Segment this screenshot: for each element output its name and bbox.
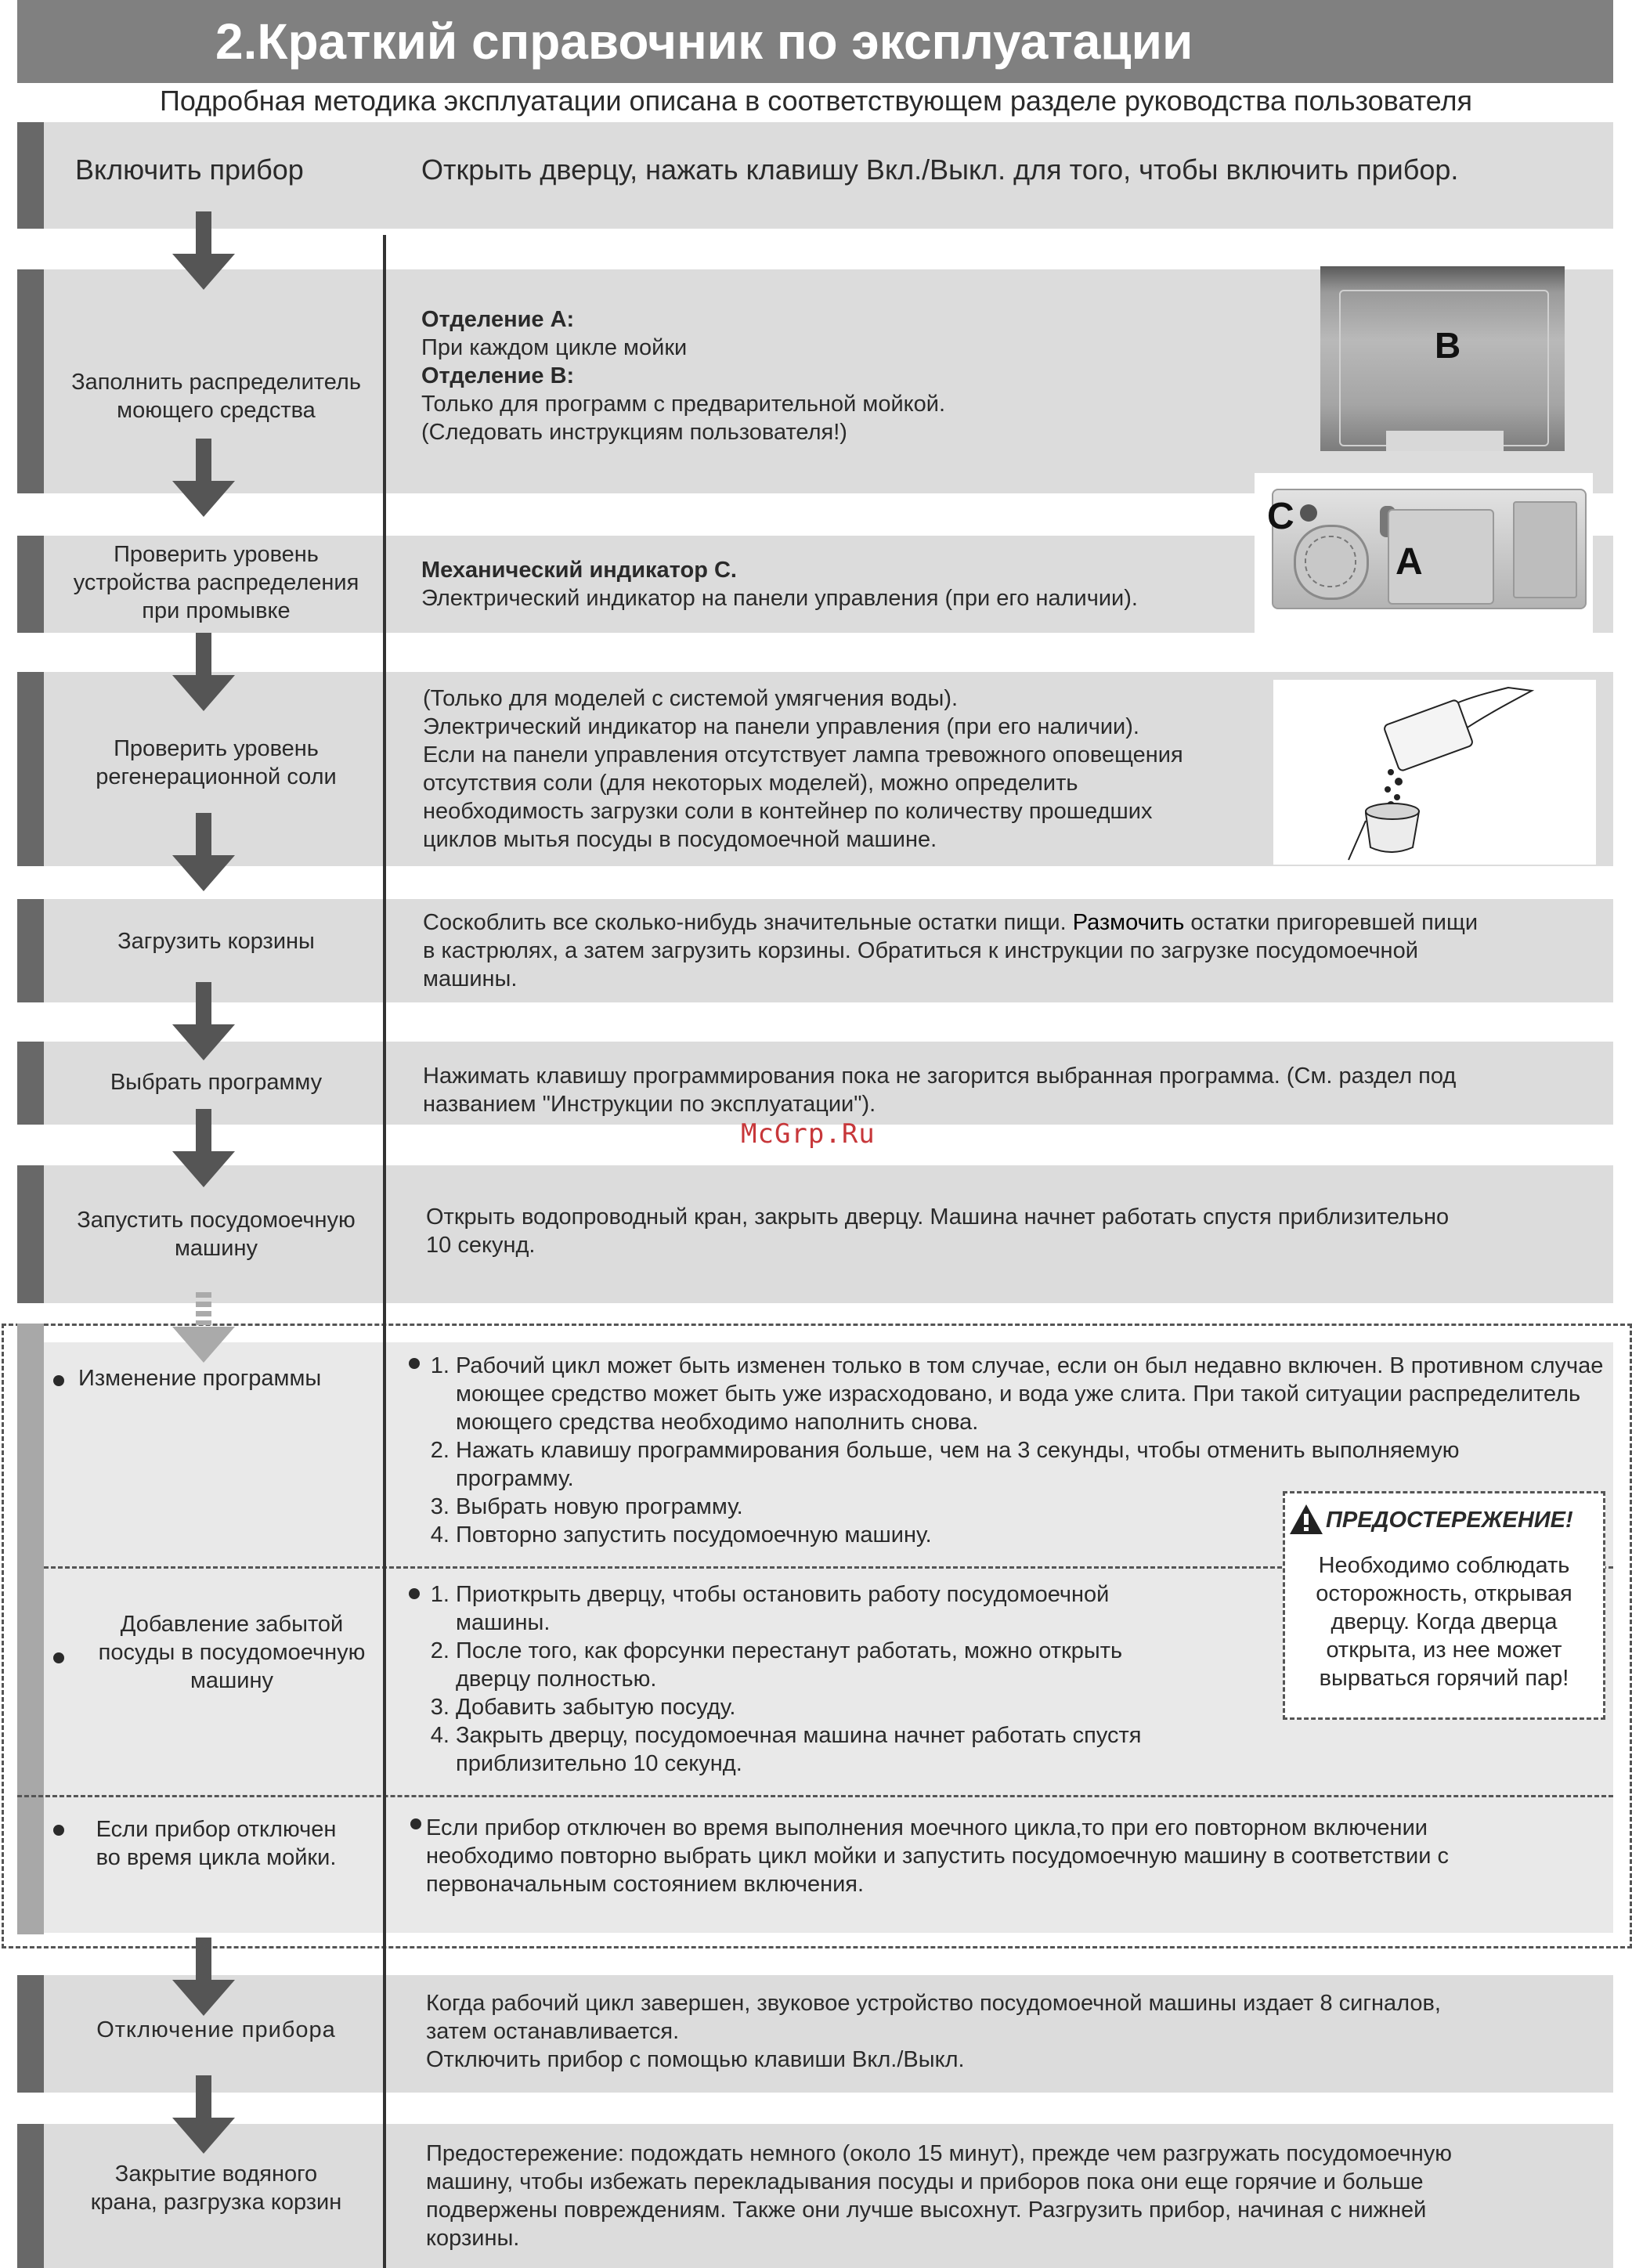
arrow-down-icon: [172, 2075, 235, 2161]
warning-text: Необходимо соблюдать осторожность, открывая дверцу. Когда дверца открыта, из нее может вырваться горячий пар!: [1316, 1553, 1572, 1691]
arrow-down-icon: [172, 1109, 235, 1195]
step-detergent-text: Отделение A: При каждом цикле мойки Отделение B: Только для программ с предварительной мойкой. (Следовать инструкциям пользователя!): [421, 307, 946, 445]
warning-title: ПРЕДОСТЕРЕЖЕНИЕ!: [1326, 1508, 1573, 1533]
step-program-label: Выбрать программу: [110, 1070, 323, 1095]
step-load-text: Соскоблить все сколько-нибудь значительные остатки пищи. Размочить остатки пригоревшей пищи в кастрюлях, а затем загрузить корзины. Обратиться к инструкции по загрузке посудомоечной машины.: [423, 910, 1479, 991]
bullet-dot: [53, 1652, 64, 1663]
step-unload-label: Закрытие водяного крана, разгрузка корзин: [90, 2161, 342, 2215]
photo-label-c: C: [1267, 496, 1294, 537]
photo-label-b: B: [1435, 325, 1461, 366]
watermark: McGrp.Ru: [741, 1118, 876, 1150]
arrow-down-icon: [172, 633, 235, 719]
page-title: 2.Краткий справочник по эксплуатации: [215, 13, 1193, 70]
bullet-dot: [53, 1825, 64, 1836]
step-start-text: Открыть водопроводный кран, закрыть дверцу. Машина начнет работать спустя приблизительно 10 секунд.: [426, 1204, 1450, 1258]
bullet-dot: [410, 1818, 421, 1829]
step-power-off-label: Отключение прибора: [96, 2017, 336, 2042]
bullet-dot: [409, 1358, 420, 1369]
arrow-down-icon: [172, 1938, 235, 2024]
step-power-on-text: Открыть дверцу, нажать клавишу Вкл./Выкл. для того, чтобы включить прибор.: [421, 153, 1459, 186]
salt-loading-illustration: [1273, 680, 1596, 865]
arrow-down-icon: [172, 982, 235, 1068]
bullet-dot: [53, 1375, 64, 1386]
photo-label-a: A: [1396, 541, 1423, 583]
warning-icon: [1288, 1503, 1324, 1536]
step-power-off-text: Когда рабочий цикл завершен, звуковое устройство посудомоечной машины издает 8 сигналов, затем останавливается. Отключить прибор с помощью клавиши Вкл./Выкл.: [426, 1991, 1441, 2072]
forgotten-dishes-label: Добавление забытой посуды в посудомоечную машину: [98, 1612, 366, 1693]
power-loss-text: Если прибор отключен во время выполнения моечного цикла,то при его повторном включении необходимо повторно выбрать цикл мойки и запустить посудомоечную машину в соответствии с первоначальным состоянием включения.: [426, 1815, 1449, 1897]
forgotten-dishes-steps: 1. Приоткрыть дверцу, чтобы остановить работу посудомоечной машины. 2. После того, как форсунки перестанут работать, можно открыть дверцу полностью. 3. Добавить забытую посуду. 4. Закрыть дверцу, посудомоечная машина начнет работать спустя приблизительно 10 секунд.: [420, 1580, 1203, 1778]
step-unload-text: Предостережение: подождать немного (около 15 минут), прежде чем разгружать посудомоечную машину, чтобы избежать перекладывания посуды и приборов пока они еще горячие и больше подвержены повреждениям. Также они лучше высохнут. Разгрузить прибор, начиная с нижней корзины.: [426, 2141, 1452, 2251]
change-program-label: Изменение программы: [78, 1366, 322, 1391]
step-load-label: Загрузить корзины: [117, 929, 315, 954]
step-rinse-label: Проверить уровень устройства распределения при промывке: [73, 542, 359, 623]
step-start-label: Запустить посудомоечную машину: [77, 1208, 356, 1261]
warning-box: [1283, 1491, 1605, 1720]
arrow-down-dashed-icon: [172, 1292, 235, 1371]
step-salt-text: (Только для моделей с системой умягчения воды). Электрический индикатор на панели управления (при его наличии). Если на панели управления отсутствует лампа тревожного оповещения отсутствия соли (для некоторых моделей), можно определить необходимость загрузки соли в контейнер по количеству прошедших циклов мытья посуды в посудомоечной машине.: [423, 686, 1183, 852]
page-subtitle: Подробная методика эксплуатации описана в соответствующем разделе руководства пользователя: [160, 85, 1472, 117]
arrow-down-icon: [172, 439, 235, 525]
arrow-down-icon: [172, 813, 235, 899]
step-rinse-text: Механический индикатор C. Электрический индикатор на панели управления (при его наличии).: [421, 558, 1138, 611]
arrow-down-icon: [172, 211, 235, 298]
power-loss-label: Если прибор отключен во время цикла мойки.: [96, 1817, 337, 1870]
detergent-dispenser-photo: [1320, 266, 1565, 451]
step-detergent-label: Заполнить распределитель моющего средства: [71, 370, 361, 423]
step-salt-label: Проверить уровень регенерационной соли: [96, 736, 337, 789]
change-program-steps: 1. Рабочий цикл может быть изменен только в том случае, если он был недавно включен. В противном случае моющее средство может быть уже израсходовано, и вода уже слита. При такой ситуации распределитель моющего средства необходимо наполнить снова. 2. Нажать клавишу программирования больше, чем на 3 секунды, чтобы отменить выполняемую программу. 3. Выбрать новую программу. 4. Повторно запустить посудомоечную машину.: [420, 1352, 1610, 1549]
bullet-dot: [409, 1588, 420, 1599]
step-program-text: Нажимать клавишу программирования пока не загорится выбранная программа. (См. раздел под названием "Инструкции по эксплуатации").: [423, 1064, 1457, 1117]
step-power-on-label: Включить прибор: [75, 153, 304, 186]
rinse-aid-dispenser-photo: [1255, 473, 1593, 633]
